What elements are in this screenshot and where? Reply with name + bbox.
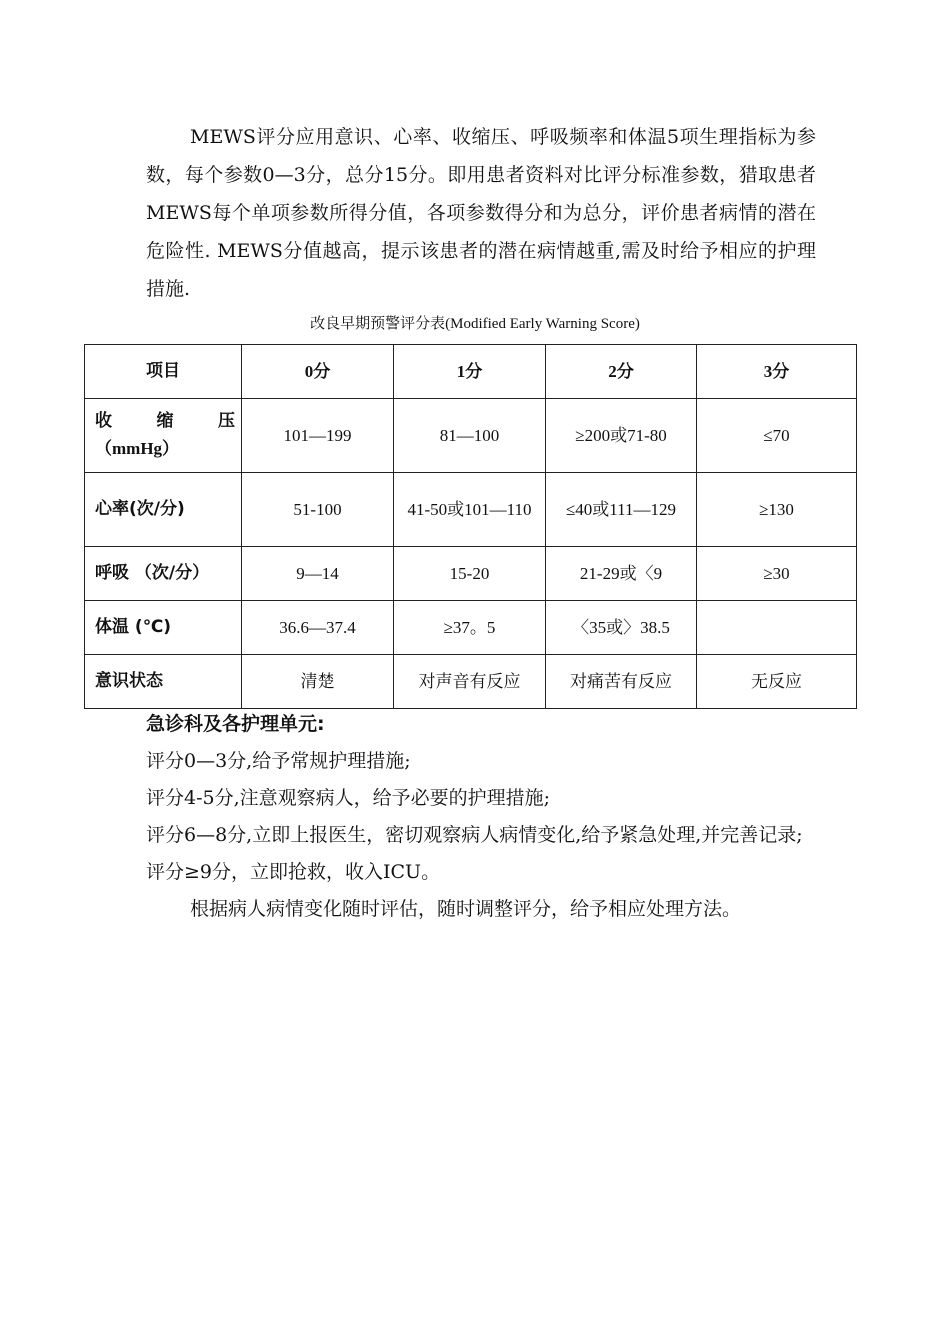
row-label-heart-rate: 心率(次/分)	[85, 473, 242, 547]
row-label-consciousness: 意识状态	[85, 655, 242, 709]
table-cell	[697, 601, 857, 655]
header-score-2: 2分	[546, 345, 697, 399]
header-score-1: 1分	[394, 345, 546, 399]
systolic-bp-label: 收缩压	[95, 410, 235, 431]
header-score-3: 3分	[697, 345, 857, 399]
guidance-section	[146, 706, 826, 928]
header-score-0: 0分	[242, 345, 394, 399]
table-cell: 对痛苦有反应	[546, 655, 697, 709]
table-cell: ≥30	[697, 547, 857, 601]
guidance-line: 评分≥9分，立即抢救，收入ICU。	[146, 861, 441, 883]
table-header-row	[85, 345, 857, 399]
row-label-systolic-bp	[85, 399, 242, 473]
table-row-respiration	[85, 547, 857, 601]
table-cell: 21-29或〈9	[546, 547, 697, 601]
guidance-line: 评分6—8分,立即上报医生，密切观察病人病情变化,给予紧急处理,并完善记录;	[146, 824, 803, 846]
systolic-bp-unit: （mmHg）	[95, 438, 180, 458]
guidance-heading: 急诊科及各护理单元:	[146, 713, 325, 735]
row-label-temperature: 体温 (℃)	[85, 601, 242, 655]
table-cell: 101—199	[242, 399, 394, 473]
mews-score-table	[84, 344, 857, 709]
table-cell: 9—14	[242, 547, 394, 601]
guidance-closing: 根据病人病情变化随时评估，随时调整评分，给予相应处理方法。	[190, 898, 742, 920]
guidance-line: 评分4-5分,注意观察病人，给予必要的护理措施;	[146, 787, 551, 809]
table-cell: 41-50或101—110	[394, 473, 546, 547]
table-cell: ≤70	[697, 399, 857, 473]
table-cell: ≥130	[697, 473, 857, 547]
table-cell: 51-100	[242, 473, 394, 547]
table-cell: 无反应	[697, 655, 857, 709]
intro-paragraph: MEWS评分应用意识、心率、收缩压、呼吸频率和体温5项生理指标为参数，每个参数0—3分，总分15分。即用患者资料对比评分标准参数，猎取患者 MEWS每个单项参数所得分值，各项参数得分和为总分，评价患者病情的潜在危险性. MEWS分值越高，提示该患者的潜在病情越重,需及时给予相应的护理措施.	[146, 126, 816, 300]
row-label-respiration: 呼吸 （次/分）	[85, 547, 242, 601]
table-cell: ≤40或111—129	[546, 473, 697, 547]
table-row-consciousness	[85, 655, 857, 709]
table-cell: 81—100	[394, 399, 546, 473]
table-cell: 36.6—37.4	[242, 601, 394, 655]
table-cell: 对声音有反应	[394, 655, 546, 709]
table-cell: ≥200或71-80	[546, 399, 697, 473]
table-row-heart-rate	[85, 473, 857, 547]
table-cell: 清楚	[242, 655, 394, 709]
table-cell: 15-20	[394, 547, 546, 601]
table-cell: ≥37。5	[394, 601, 546, 655]
table-caption: 改良早期预警评分表(Modified Early Warning Score)	[310, 316, 640, 332]
table-cell: 〈35或〉38.5	[546, 601, 697, 655]
table-row-temperature	[85, 601, 857, 655]
guidance-line: 评分0—3分,给予常规护理措施;	[146, 750, 411, 772]
header-item: 项目	[85, 345, 242, 399]
table-row-systolic-bp	[85, 399, 857, 473]
